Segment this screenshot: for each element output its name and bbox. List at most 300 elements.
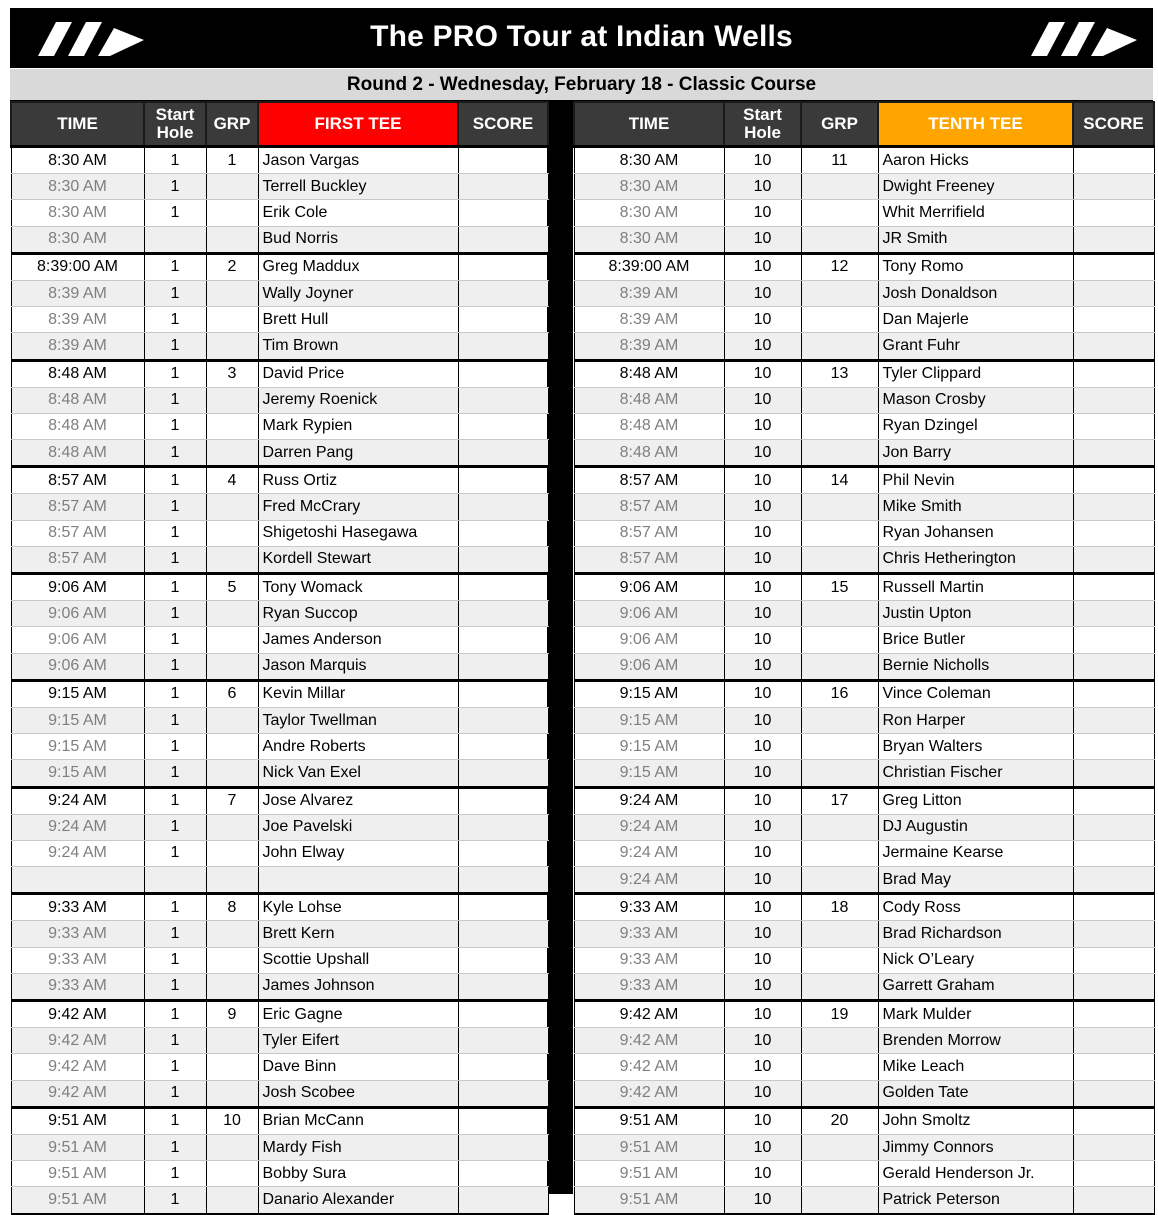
player-name-cell: Wally Joyner: [258, 280, 458, 306]
group-number-cell: 2: [206, 253, 258, 280]
start-hole-cell: 1: [144, 200, 206, 226]
group-number-cell: [206, 867, 258, 894]
table-row: [574, 200, 1154, 226]
tee-time-cell: 8:30 AM: [574, 147, 724, 174]
table-row: [574, 921, 1154, 947]
start-hole-cell: 10: [724, 253, 801, 280]
score-cell[interactable]: [458, 494, 548, 520]
player-name-cell: Tim Brown: [258, 333, 458, 360]
table-row: [574, 280, 1154, 306]
score-cell[interactable]: [1073, 1161, 1154, 1187]
score-cell[interactable]: [458, 360, 548, 387]
start-hole-cell: 1: [144, 894, 206, 921]
start-hole-cell: 1: [144, 546, 206, 573]
tee-time-cell: 8:39:00 AM: [11, 253, 144, 280]
tee-time-cell: 9:42 AM: [574, 1054, 724, 1080]
start-hole-header-line1: Start: [155, 105, 195, 124]
score-cell[interactable]: [1073, 627, 1154, 653]
player-name-cell: Mardy Fish: [258, 1134, 458, 1160]
start-hole-cell: 1: [144, 760, 206, 787]
group-number-cell: [206, 760, 258, 787]
group-number-cell: 10: [206, 1107, 258, 1134]
group-number-cell: [206, 921, 258, 947]
player-name-cell: Mark Rypien: [258, 413, 458, 439]
page-title: The PRO Tour at Indian Wells: [370, 20, 793, 53]
player-name-cell: JR Smith: [878, 226, 1073, 253]
table-row: [574, 253, 1154, 280]
table-row: [574, 787, 1154, 814]
score-cell[interactable]: [1073, 280, 1154, 306]
player-name-cell: Jose Alvarez: [258, 787, 458, 814]
tee-time-cell: 9:15 AM: [11, 707, 144, 733]
start-hole-cell: 10: [724, 307, 801, 333]
score-cell[interactable]: [458, 680, 548, 707]
round-banner: [10, 69, 1153, 102]
group-number-cell: [801, 814, 878, 840]
start-hole-header-line1: Start: [743, 105, 782, 124]
tee-time-cell: 9:42 AM: [11, 1028, 144, 1054]
start-hole-cell: 1: [144, 574, 206, 601]
tee-time-cell: 9:42 AM: [574, 1028, 724, 1054]
score-cell[interactable]: [458, 707, 548, 733]
tee-time-cell: 9:06 AM: [11, 574, 144, 601]
score-cell[interactable]: [458, 1134, 548, 1160]
tee-time-cell: 9:33 AM: [11, 894, 144, 921]
score-cell[interactable]: [1073, 1001, 1154, 1028]
group-number-cell: [801, 307, 878, 333]
score-cell[interactable]: [458, 894, 548, 921]
player-name-cell: Jermaine Kearse: [878, 840, 1073, 866]
score-cell[interactable]: [1073, 947, 1154, 973]
tee-time-cell: 9:42 AM: [11, 1054, 144, 1080]
table-row: [574, 226, 1154, 253]
score-cell[interactable]: [458, 440, 548, 467]
tee-time-cell: 9:24 AM: [574, 814, 724, 840]
player-name-cell: Dwight Freeney: [878, 174, 1073, 200]
score-cell[interactable]: [458, 947, 548, 973]
group-number-cell: [801, 333, 878, 360]
score-cell[interactable]: [458, 226, 548, 253]
tenth-tee-table: [573, 101, 1155, 1215]
grp-header: GRP: [206, 102, 258, 147]
player-name-cell: Terrell Buckley: [258, 174, 458, 200]
tee-time-cell: 9:06 AM: [574, 601, 724, 627]
start-hole-cell: 10: [724, 413, 801, 439]
player-name-cell: Joe Pavelski: [258, 814, 458, 840]
score-cell[interactable]: [458, 867, 548, 894]
group-number-cell: [206, 601, 258, 627]
player-name-cell: Kyle Lohse: [258, 894, 458, 921]
player-name-cell: Brice Butler: [878, 627, 1073, 653]
score-cell[interactable]: [1073, 1028, 1154, 1054]
player-name-cell: Fred McCrary: [258, 494, 458, 520]
score-cell[interactable]: [1073, 1080, 1154, 1107]
table-row: [574, 307, 1154, 333]
group-number-cell: 7: [206, 787, 258, 814]
player-name-cell: John Elway: [258, 840, 458, 866]
score-cell[interactable]: [1073, 601, 1154, 627]
tee-time-cell: 9:15 AM: [11, 734, 144, 760]
start-hole-cell: 10: [724, 1107, 801, 1134]
start-hole-cell: 10: [724, 333, 801, 360]
score-cell[interactable]: [1073, 787, 1154, 814]
tee-time-cell: [11, 867, 144, 894]
score-cell[interactable]: [1073, 1134, 1154, 1160]
start-hole-cell: 10: [724, 226, 801, 253]
start-hole-cell: 1: [144, 707, 206, 733]
start-hole-cell: 10: [724, 174, 801, 200]
group-number-cell: [206, 226, 258, 253]
score-cell[interactable]: [1073, 653, 1154, 680]
score-cell[interactable]: [1073, 707, 1154, 733]
group-number-cell: [801, 494, 878, 520]
score-cell[interactable]: [458, 174, 548, 200]
score-cell[interactable]: [1073, 467, 1154, 494]
group-number-cell: 18: [801, 894, 878, 921]
table-row: [574, 413, 1154, 439]
start-hole-cell: 1: [144, 1001, 206, 1028]
start-hole-cell: 1: [144, 1080, 206, 1107]
score-cell[interactable]: [1073, 1107, 1154, 1134]
table-row: [574, 1134, 1154, 1160]
score-cell[interactable]: [1073, 440, 1154, 467]
score-cell[interactable]: [458, 1001, 548, 1028]
player-name-cell: Ryan Johansen: [878, 520, 1073, 546]
player-name-cell: Phil Nevin: [878, 467, 1073, 494]
group-number-cell: [801, 601, 878, 627]
score-cell[interactable]: [1073, 413, 1154, 439]
score-cell[interactable]: [458, 734, 548, 760]
player-name-cell: Mike Smith: [878, 494, 1073, 520]
start-hole-cell: 10: [724, 1187, 801, 1214]
score-cell[interactable]: [1073, 147, 1154, 174]
group-number-cell: 6: [206, 680, 258, 707]
group-number-cell: [801, 707, 878, 733]
tee-time-cell: 9:24 AM: [574, 787, 724, 814]
table-row: [574, 840, 1154, 866]
player-name-cell: Whit Merrifield: [878, 200, 1073, 226]
score-cell[interactable]: [1073, 360, 1154, 387]
group-number-cell: 8: [206, 894, 258, 921]
score-cell[interactable]: [458, 601, 548, 627]
score-cell[interactable]: [458, 653, 548, 680]
player-name-cell: DJ Augustin: [878, 814, 1073, 840]
player-name-cell: Kordell Stewart: [258, 546, 458, 573]
player-name-cell: Vince Coleman: [878, 680, 1073, 707]
group-number-cell: [206, 1028, 258, 1054]
score-cell[interactable]: [1073, 200, 1154, 226]
start-hole-cell: 1: [144, 921, 206, 947]
tee-time-cell: 8:57 AM: [574, 546, 724, 573]
score-cell[interactable]: [1073, 520, 1154, 546]
tee-time-cell: 9:06 AM: [574, 653, 724, 680]
score-cell[interactable]: [1073, 546, 1154, 573]
start-hole-cell: 10: [724, 494, 801, 520]
table-row: [11, 1028, 548, 1054]
start-hole-cell: 1: [144, 653, 206, 680]
score-cell[interactable]: [458, 1028, 548, 1054]
start-hole-cell: 1: [144, 307, 206, 333]
player-name-cell: Jimmy Connors: [878, 1134, 1073, 1160]
start-hole-cell: 1: [144, 413, 206, 439]
player-name-cell: Josh Scobee: [258, 1080, 458, 1107]
start-hole-cell: 1: [144, 467, 206, 494]
score-cell[interactable]: [458, 200, 548, 226]
score-cell[interactable]: [1073, 226, 1154, 253]
tee-time-cell: 8:30 AM: [574, 226, 724, 253]
score-cell[interactable]: [458, 1161, 548, 1187]
player-name-cell: Cody Ross: [878, 894, 1073, 921]
player-name-cell: Patrick Peterson: [878, 1187, 1073, 1214]
group-number-cell: [801, 973, 878, 1000]
table-row: [574, 707, 1154, 733]
table-row: [574, 601, 1154, 627]
start-hole-cell: 10: [724, 1028, 801, 1054]
score-cell[interactable]: [1073, 760, 1154, 787]
score-cell[interactable]: [458, 1080, 548, 1107]
score-cell[interactable]: [458, 973, 548, 1000]
score-cell[interactable]: [458, 147, 548, 174]
score-cell[interactable]: [1073, 840, 1154, 866]
score-cell[interactable]: [458, 1107, 548, 1134]
score-cell[interactable]: [458, 280, 548, 306]
tee-time-cell: 9:42 AM: [11, 1080, 144, 1107]
start-hole-cell: 10: [724, 814, 801, 840]
table-row: [574, 546, 1154, 573]
table-row: [11, 520, 548, 546]
tee-time-cell: 9:33 AM: [574, 973, 724, 1000]
player-name-cell: Russell Martin: [878, 574, 1073, 601]
score-cell[interactable]: [1073, 921, 1154, 947]
tee-time-cell: 8:39 AM: [11, 333, 144, 360]
start-hole-cell: 1: [144, 1028, 206, 1054]
group-number-cell: [206, 707, 258, 733]
start-hole-cell: 1: [144, 1054, 206, 1080]
score-cell[interactable]: [458, 1187, 548, 1214]
player-name-cell: Scottie Upshall: [258, 947, 458, 973]
score-cell[interactable]: [458, 840, 548, 866]
player-name-cell: Dave Binn: [258, 1054, 458, 1080]
start-hole-cell: 10: [724, 520, 801, 546]
start-hole-cell: 10: [724, 1001, 801, 1028]
start-hole-cell: 1: [144, 280, 206, 306]
player-name-cell: Brett Hull: [258, 307, 458, 333]
tee-time-cell: 8:39 AM: [11, 280, 144, 306]
player-name-cell: Jason Marquis: [258, 653, 458, 680]
player-name-cell: Gerald Henderson Jr.: [878, 1161, 1073, 1187]
table-row: [574, 1001, 1154, 1028]
player-name-cell: Russ Ortiz: [258, 467, 458, 494]
score-cell[interactable]: [1073, 814, 1154, 840]
table-row: [11, 760, 548, 787]
tee-time-cell: 9:42 AM: [11, 1001, 144, 1028]
player-name-cell: Brad Richardson: [878, 921, 1073, 947]
table-row: [11, 387, 548, 413]
tee-time-cell: 8:57 AM: [574, 520, 724, 546]
score-header: SCORE: [458, 102, 548, 147]
tee-time-cell: 8:30 AM: [11, 147, 144, 174]
table-row: [574, 440, 1154, 467]
group-number-cell: [801, 546, 878, 573]
score-cell[interactable]: [1073, 894, 1154, 921]
group-number-cell: 13: [801, 360, 878, 387]
score-cell[interactable]: [458, 307, 548, 333]
score-cell[interactable]: [458, 627, 548, 653]
score-cell[interactable]: [1073, 253, 1154, 280]
player-name-cell: Bryan Walters: [878, 734, 1073, 760]
table-row: [574, 1028, 1154, 1054]
start-hole-cell: 10: [724, 200, 801, 226]
score-cell[interactable]: [1073, 734, 1154, 760]
group-number-cell: [206, 840, 258, 866]
start-hole-cell: 10: [724, 627, 801, 653]
group-number-cell: [206, 627, 258, 653]
group-number-cell: [801, 867, 878, 894]
table-row: [11, 226, 548, 253]
table-row: [11, 1080, 548, 1107]
start-hole-cell: 10: [724, 1054, 801, 1080]
tee-time-cell: 8:39 AM: [574, 280, 724, 306]
table-row: [574, 627, 1154, 653]
tee-time-cell: 8:48 AM: [574, 440, 724, 467]
group-number-cell: [206, 174, 258, 200]
score-cell[interactable]: [1073, 307, 1154, 333]
group-number-cell: 20: [801, 1107, 878, 1134]
player-name-cell: Danario Alexander: [258, 1187, 458, 1214]
group-number-cell: [206, 814, 258, 840]
score-cell[interactable]: [1073, 867, 1154, 894]
score-cell[interactable]: [458, 814, 548, 840]
player-name-cell: Kevin Millar: [258, 680, 458, 707]
table-row: [11, 147, 548, 174]
score-cell[interactable]: [1073, 973, 1154, 1000]
tee-time-cell: 8:30 AM: [11, 174, 144, 200]
player-name-cell: Brad May: [878, 867, 1073, 894]
start-hole-cell: 10: [724, 894, 801, 921]
start-hole-cell: 10: [724, 947, 801, 973]
tee-time-cell: 8:48 AM: [11, 360, 144, 387]
score-cell[interactable]: [458, 760, 548, 787]
tee-time-cell: 9:33 AM: [574, 921, 724, 947]
tee-time-cell: 9:24 AM: [574, 840, 724, 866]
tee-time-cell: 9:06 AM: [11, 627, 144, 653]
player-name-cell: Darren Pang: [258, 440, 458, 467]
table-row: [574, 680, 1154, 707]
score-cell[interactable]: [458, 574, 548, 601]
start-hole-cell: [144, 226, 206, 253]
start-hole-cell: 1: [144, 787, 206, 814]
table-row: [574, 734, 1154, 760]
score-cell[interactable]: [1073, 1054, 1154, 1080]
score-cell[interactable]: [458, 787, 548, 814]
first-tee-table: [10, 101, 549, 1215]
table-row: [574, 947, 1154, 973]
score-cell[interactable]: [1073, 574, 1154, 601]
table-row: [11, 413, 548, 439]
group-number-cell: [206, 1134, 258, 1160]
table-row: [574, 333, 1154, 360]
player-name-cell: Aaron Hicks: [878, 147, 1073, 174]
group-number-cell: [206, 947, 258, 973]
start-hole-cell: 10: [724, 760, 801, 787]
start-hole-cell: 1: [144, 494, 206, 520]
score-cell[interactable]: [458, 546, 548, 573]
group-number-cell: [801, 387, 878, 413]
start-hole-cell: [144, 867, 206, 894]
start-hole-cell: 10: [724, 147, 801, 174]
start-hole-cell: 1: [144, 174, 206, 200]
start-hole-cell: 1: [144, 601, 206, 627]
score-cell[interactable]: [458, 921, 548, 947]
tee-time-cell: 9:06 AM: [11, 601, 144, 627]
start-hole-header: [144, 102, 206, 147]
start-hole-cell: 1: [144, 627, 206, 653]
table-row: [574, 1107, 1154, 1134]
group-number-cell: 14: [801, 467, 878, 494]
score-cell[interactable]: [1073, 680, 1154, 707]
tee-time-cell: 9:51 AM: [574, 1161, 724, 1187]
start-hole-cell: 10: [724, 1080, 801, 1107]
tee-time-cell: 9:51 AM: [11, 1161, 144, 1187]
table-row: [574, 760, 1154, 787]
group-number-cell: [801, 921, 878, 947]
score-cell[interactable]: [1073, 494, 1154, 520]
group-number-cell: 5: [206, 574, 258, 601]
player-name-cell: James Anderson: [258, 627, 458, 653]
player-name-cell: Greg Litton: [878, 787, 1073, 814]
tee-time-cell: 8:57 AM: [11, 520, 144, 546]
score-cell[interactable]: [1073, 174, 1154, 200]
group-number-cell: [206, 494, 258, 520]
score-cell[interactable]: [1073, 387, 1154, 413]
table-row: [11, 200, 548, 226]
group-number-cell: [206, 307, 258, 333]
score-cell[interactable]: [458, 467, 548, 494]
start-hole-cell: 1: [144, 333, 206, 360]
table-row: [574, 1187, 1154, 1214]
start-hole-cell: 10: [724, 921, 801, 947]
tee-time-cell: 8:30 AM: [574, 174, 724, 200]
group-number-cell: [801, 1161, 878, 1187]
player-name-cell: Mark Mulder: [878, 1001, 1073, 1028]
score-cell[interactable]: [1073, 333, 1154, 360]
score-cell[interactable]: [458, 387, 548, 413]
score-cell[interactable]: [458, 413, 548, 439]
group-number-cell: [801, 840, 878, 866]
table-row: [574, 814, 1154, 840]
score-cell[interactable]: [458, 333, 548, 360]
table-row: [11, 947, 548, 973]
start-hole-cell: 10: [724, 1134, 801, 1160]
tee-time-cell: 8:57 AM: [11, 467, 144, 494]
tee-time-cell: 9:15 AM: [574, 734, 724, 760]
start-hole-cell: 10: [724, 973, 801, 1000]
score-cell[interactable]: [458, 1054, 548, 1080]
score-cell[interactable]: [1073, 1187, 1154, 1214]
tenth-tee-body: [574, 147, 1154, 1214]
player-name-cell: Brenden Morrow: [878, 1028, 1073, 1054]
group-number-cell: [801, 413, 878, 439]
player-name-cell: Garrett Graham: [878, 973, 1073, 1000]
table-row: [11, 814, 548, 840]
score-cell[interactable]: [458, 253, 548, 280]
player-name-cell: Jeremy Roenick: [258, 387, 458, 413]
score-cell[interactable]: [458, 520, 548, 546]
tee-time-cell: 8:30 AM: [574, 200, 724, 226]
tee-time-cell: 8:30 AM: [11, 200, 144, 226]
tee-time-cell: 9:42 AM: [574, 1001, 724, 1028]
start-hole-cell: 10: [724, 707, 801, 733]
